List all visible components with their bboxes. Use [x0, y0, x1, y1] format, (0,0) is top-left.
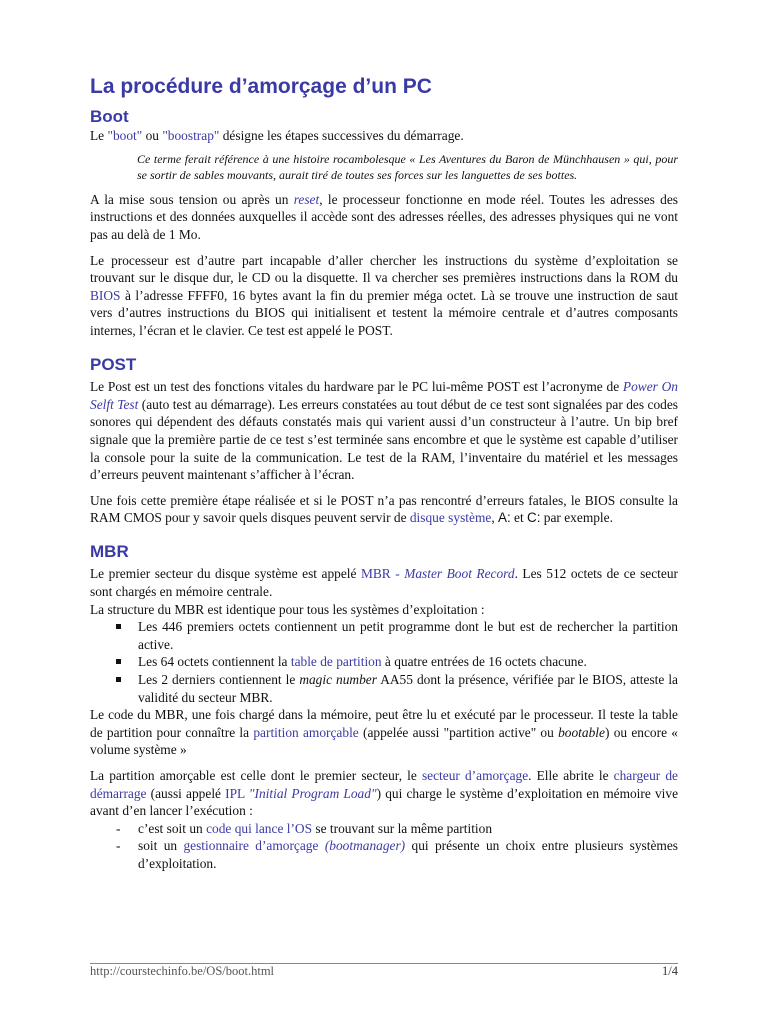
section-heading-post: POST	[90, 354, 137, 374]
page-number: 1/4	[662, 964, 678, 978]
disque-systeme-link[interactable]: disque système	[409, 510, 492, 526]
partition-amorcable-link[interactable]: partition amorçable	[253, 724, 359, 740]
mbr-link[interactable]: MBR - Master Boot Record	[360, 566, 515, 582]
boot-reset-paragraph: A la mise sous tension ou après un reset, le processeur fonctionne en mode réel. Toutes les adresses des instructions et des données auxquelles il accède sont des adresses réelles, des adresses physiques qui ne vont pas au delà de 1 Mo.	[90, 191, 679, 242]
drive-c-label: C:	[527, 510, 541, 526]
bootmanager-link[interactable]: gestionnaire d’amorçage (bootmanager)	[183, 838, 406, 854]
boot-bios-paragraph: Le processeur est d’autre part incapable d’aller chercher les instructions du système d’exploitation se trouvant sur le disque dur, le CD ou la disquette. Il va chercher ses premières instructions dans la ROM du BIOS à l’adresse FFFF0, 16 bytes avant la fin du premier méga octet. Là se trouve une instruction de saut vers d’autres instructions du BIOS qui initialisent et testent la mémoire centrale et d’autres composants internes, l’écran et le clavier. Ce test est appelé le POST.	[90, 252, 678, 338]
table-de-partition-link[interactable]: table de partition	[290, 654, 382, 670]
dash-bullet: -	[116, 838, 121, 854]
section-heading-boot: Boot	[90, 106, 129, 126]
document-body	[90, 75, 679, 873]
reset-link[interactable]: reset	[293, 191, 320, 207]
post-paragraph-2: Une fois cette première étape réalisée et si le POST n’a pas rencontré d’erreurs fatales, le BIOS consulte la RAM CMOS pour y savoir quels disques peuvent servir de disque système, A: et C: par exemple.	[90, 492, 678, 526]
boot-intro-paragraph: Le "boot" ou "boostrap" désigne les étapes successives du démarrage.	[90, 128, 464, 144]
list-item: - c’est soit un code qui lance l’OS se trouvant sur la même partition	[116, 820, 493, 836]
mbr-structure-list	[90, 618, 678, 706]
mbr-paragraph-4: La partition amorçable est celle dont le premier secteur, le secteur d’amorçage. Elle abrite le chargeur de démarrage (aussi appelé IPL "Initial Program Load") qui charge le système d’exploitation en mémoire vive avant d’en lancer l’exécution :	[90, 768, 679, 819]
list-item: - soit un gestionnaire d’amorçage (bootmanager) qui présente un choix entre plusieurs systèmes d’exploitation.	[116, 838, 678, 871]
dash-bullet: -	[116, 820, 121, 836]
ipl-link[interactable]: IPL "Initial Program Load"	[225, 785, 377, 801]
mbr-paragraph-2: La structure du MBR est identique pour tous les systèmes d’exploitation :	[90, 601, 485, 617]
list-item: Les 2 derniers contiennent le magic number AA55 dont la présence, vérifiée par le BIOS, atteste la validité du secteur MBR.	[90, 671, 678, 706]
post-paragraph-1: Le Post est un test des fonctions vitales du hardware par le PC lui-même POST est l’acronyme de Power On Selft Test (auto test au démarrage). Les erreurs constatées au tout début de ce test sont signalées par des codes sonores qui dépendent des défauts constatés mais qui varient aussi d’un constructeur à l’autre. Un bip bref signale que la première partie de ce test s’est terminée sans encombre et que le système est capable d’utiliser la console pour la suite de la communication. Le test de la RAM, l’inventaire du matériel et les messages d’erreurs peuvent maintenant s’afficher à l’écran.	[90, 379, 678, 483]
boot-loader-list	[90, 820, 678, 873]
square-bullet-icon	[116, 659, 121, 664]
code-lance-os-link[interactable]: code qui lance l’OS	[206, 820, 313, 836]
bios-link[interactable]: BIOS	[90, 287, 121, 303]
page-title: La procédure d’amorçage d’un PC	[90, 75, 432, 98]
mbr-paragraph-3: Le code du MBR, une fois chargé dans la mémoire, peut être lu et exécuté par le processeur. Il teste la table de partition pour connaître la partition amorçable (appelée aussi "partition active" ou bootable) ou encore « volume système »	[90, 707, 678, 758]
chargeur-de-demarrage-link[interactable]: chargeur de démarrage	[90, 768, 678, 801]
drive-a-label: A:	[498, 510, 511, 526]
mbr-paragraph-1: Le premier secteur du disque système est appelé MBR - Master Boot Record. Les 512 octets de ce secteur sont chargés en mémoire centrale.	[90, 566, 678, 600]
section-heading-mbr: MBR	[90, 541, 129, 561]
list-item: Les 64 octets contiennent la table de partition à quatre entrées de 16 octets chacune.	[90, 653, 678, 671]
boot-link[interactable]: "boot"	[107, 128, 143, 144]
baron-quote: Ce terme ferait référence à une histoire rocambolesque « Les Aventures du Baron de Münchhausen » qui, pour se sortir de sables mouvants, aurait tiré de toutes ses forces sur les languettes de ses bottes.	[137, 151, 678, 182]
bootstrap-link[interactable]: "boostrap"	[162, 128, 220, 144]
square-bullet-icon	[116, 624, 121, 629]
footer-url: http://courstechinfo.be/OS/boot.html	[90, 964, 275, 978]
square-bullet-icon	[116, 677, 121, 682]
power-on-self-test-link[interactable]: Power On Selft Test	[90, 379, 678, 412]
secteur-amorcage-link[interactable]: secteur d’amorçage	[421, 768, 529, 783]
list-item: Les 446 premiers octets contiennent un petit programme dont le but est de rechercher la partition active.	[90, 618, 678, 653]
